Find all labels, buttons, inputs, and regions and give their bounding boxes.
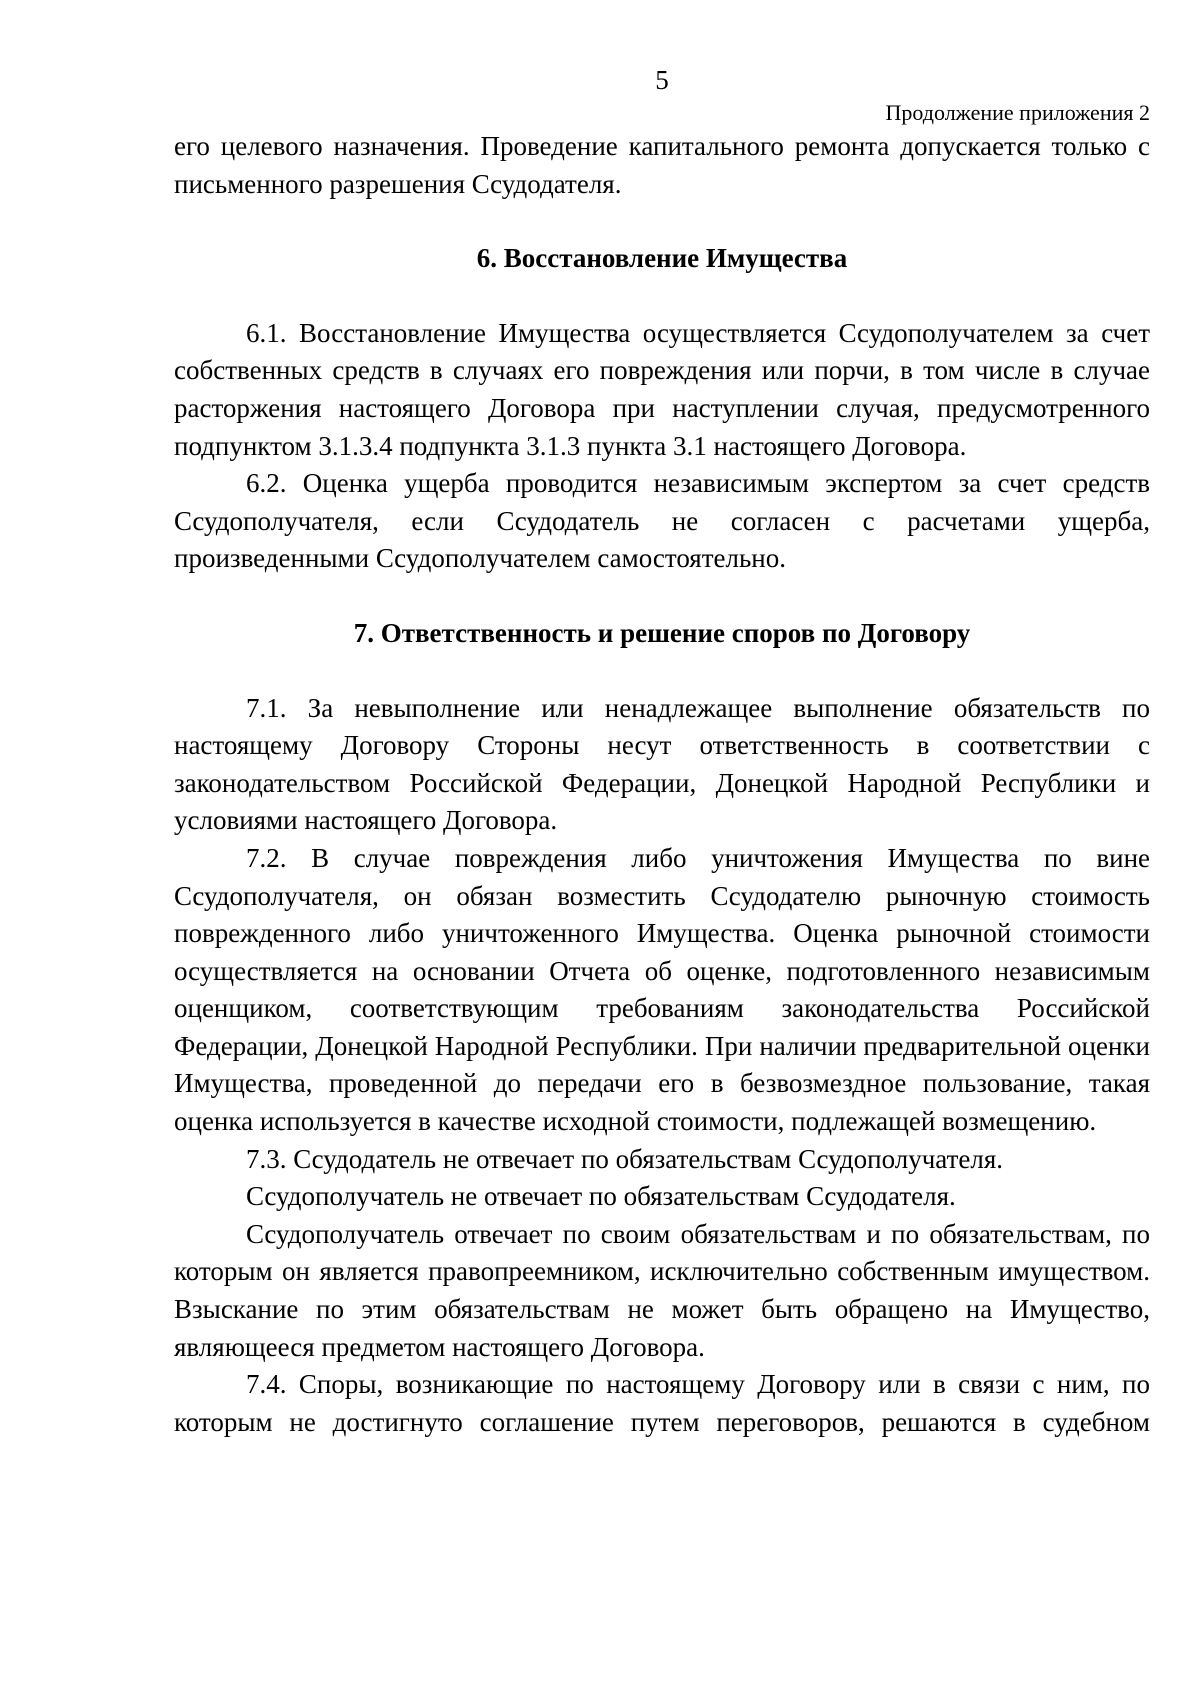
clause-7-3-third: Ссудополучатель отвечает по своим обязательствам и по обязательствам, по которым он является правопреемником, исключительно собственным имуществом. Взыскание по этим обязательствам не может быть обращено на Имущество, являющееся предметом настоящего Договора. xyxy=(174,1218,1150,1362)
document-page xyxy=(174,62,1150,1441)
clause-6-1: 6.1. Восстановление Имущества осуществляется Ссудополучателем за счет собственных средств в случаях его повреждения или порчи, в том числе в случае расторжения настоящего Договора при наступлении случая, предусмотренного подпунктом 3.1.3.4 подпункта 3.1.3 пункта 3.1 настоящего Договора. xyxy=(174,317,1150,461)
clause-7-3-second: Ссудополучатель не отвечает по обязательствам Ссудодателя. xyxy=(246,1181,956,1212)
clause-7-3: 7.3. Ссудодатель не отвечает по обязательствам Ссудополучателя. xyxy=(246,1143,1004,1174)
clause-7-2: 7.2. В случае повреждения либо уничтожения Имущества по вине Ссудополучателя, он обязан возместить Ссудодателю рыночную стоимость поврежденного либо уничтоженного Имущества. Оценка рыночной стоимости осуществляется на основании Отчета об оценке, подготовленного независимым оценщиком, соответствующим требованиям законодательства Российской Федерации, Донецкой Народной Республики. При наличии предварительной оценки Имущества, проведенной до передачи его в безвозмездное пользование, такая оценка используется в качестве исходной стоимости, подлежащей возмещению. xyxy=(174,842,1150,1137)
intro-paragraph: его целевого назначения. Проведение капитального ремонта допускается только с письменного разрешения Ссудодателя. xyxy=(174,131,1150,199)
section-6-title: 6. Восстановление Имущества xyxy=(476,243,848,274)
clause-7-1: 7.1. За невыполнение или ненадлежащее выполнение обязательств по настоящему Договору Стороны несут ответственность в соответствии с законодательством Российской Федерации, Донецкой Народной Республики и условиями настоящего Договора. xyxy=(174,692,1150,836)
continuation-note: Продолжение приложения 2 xyxy=(885,100,1150,125)
clause-7-4: 7.4. Споры, возникающие по настоящему Договору или в связи с ним, по которым не достигнуто соглашение путем переговоров, решаются в судебном xyxy=(174,1369,1150,1437)
section-7-title: 7. Ответственность и решение споров по Договору xyxy=(353,617,971,648)
clause-6-2: 6.2. Оценка ущерба проводится независимым экспертом за счет средств Ссудополучателя, если Ссудодатель не согласен с расчетами ущерба, произведенными Ссудополучателем самостоятельно. xyxy=(174,468,1150,574)
page-number: 5 xyxy=(655,65,669,95)
